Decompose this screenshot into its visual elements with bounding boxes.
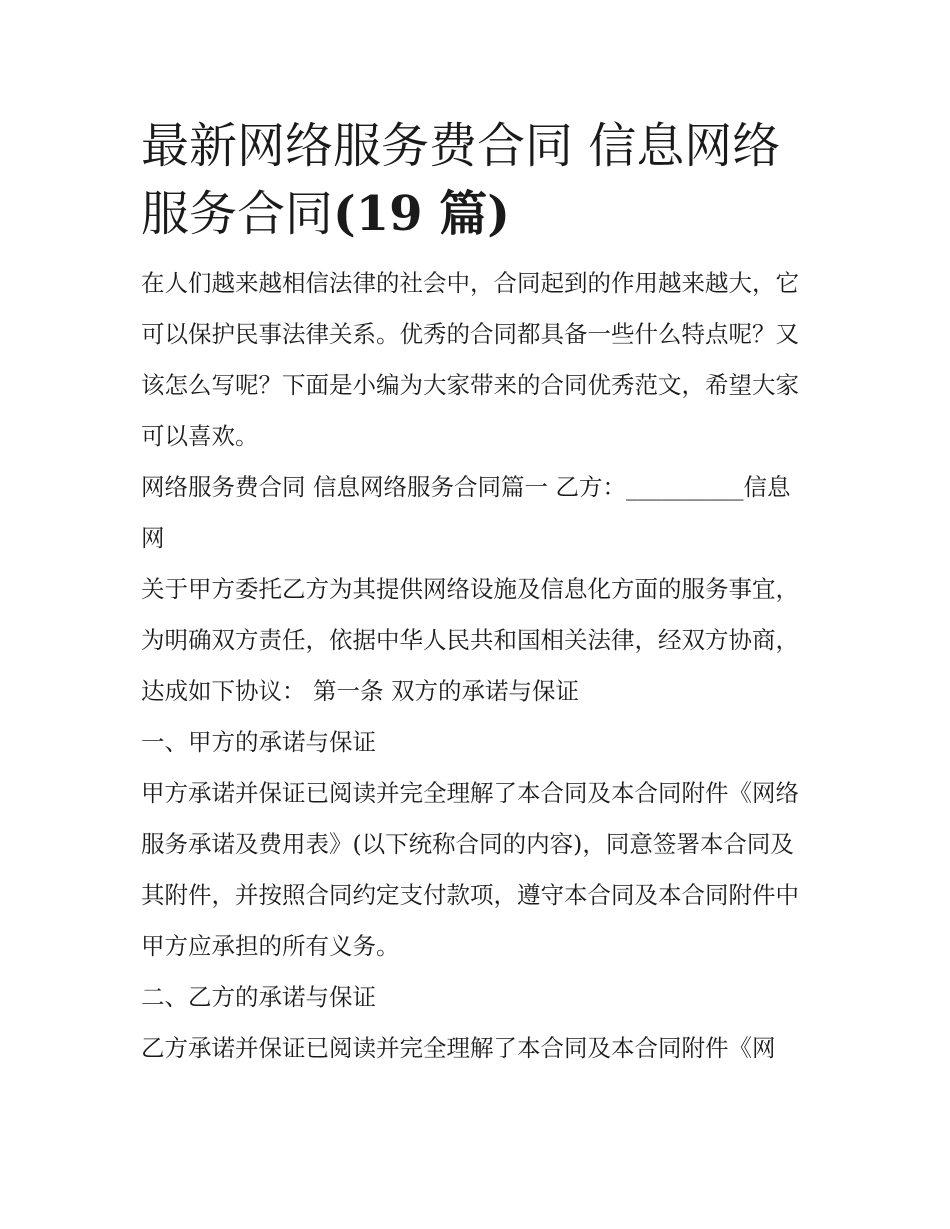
agreement-preamble-paragraph: 关于甲方委托乙方为其提供网络设施及信息化方面的服务事宜，为明确双方责任，依据中华人民共和国相关法律，经双方协商，达成如下协议： 第一条 双方的承诺与保证 [141,575,799,705]
title-line-2-suffix: (19 篇) [333,186,510,242]
party-a-commitment-paragraph: 甲方承诺并保证已阅读并完全理解了本合同及本合同附件《网络服务承诺及费用表》(以下统称合同的内容)，同意签署本合同及其附件，并按照合同约定支付款项，遵守本合同及本合同附件中甲方应承担的所有义务。 [141,779,799,960]
document-body [141,112,813,1074]
title-line-2-prefix: 服务合同 [141,186,334,242]
clause-heading-party-a: 一、甲方的承诺与保证 [141,728,376,756]
clause-heading-party-b: 二、乙方的承诺与保证 [141,983,376,1011]
document-title [141,112,813,248]
intro-paragraph: 在人们越来越相信法律的社会中，合同起到的作用越来越大，它可以保护民事法律关系。优秀的合同都具备一些什么特点呢？又该怎么写呢？下面是小编为大家带来的合同优秀范文，希望大家可以喜欢。 [141,269,799,450]
section-heading-part-one: 网络服务费合同 信息网络服务合同篇一 乙方：__________信息网 [141,473,791,552]
title-line-1: 最新网络服务费合同 信息网络 [141,118,781,174]
party-b-commitment-paragraph: 乙方承诺并保证已阅读并完全理解了本合同及本合同附件《网 [141,1034,776,1062]
